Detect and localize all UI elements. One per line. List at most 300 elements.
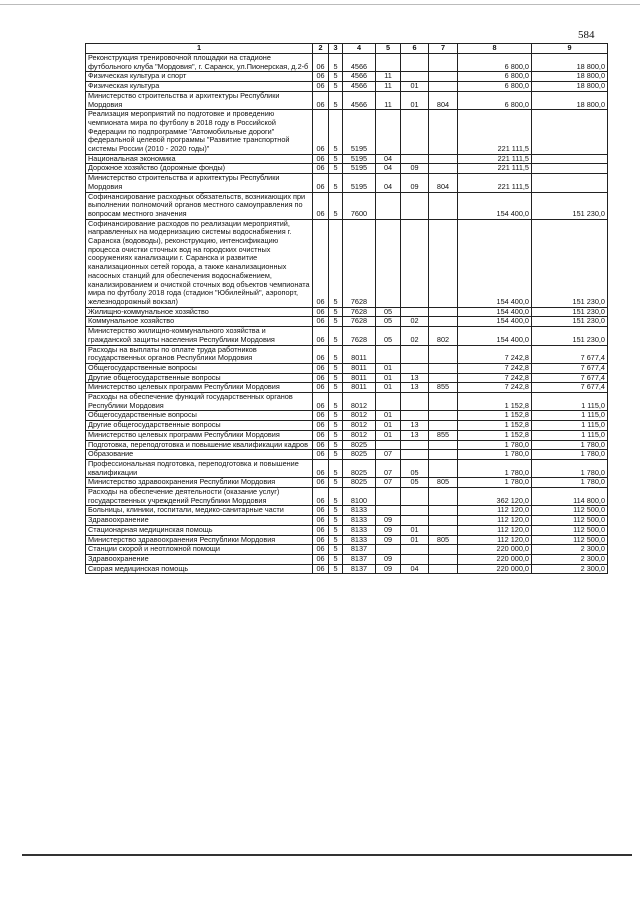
code-section: 09	[376, 564, 401, 574]
code-subsection: 04	[401, 564, 429, 574]
code-section	[376, 506, 401, 516]
code-ministry	[429, 219, 458, 307]
code-subsection: 13	[401, 373, 429, 383]
code-ministry: 805	[429, 478, 458, 488]
code-ministry	[429, 554, 458, 564]
page-number: 584	[578, 29, 595, 41]
code-2: 06	[313, 345, 329, 363]
code-ministry: 855	[429, 383, 458, 393]
code-3: 5	[329, 411, 343, 421]
code-subsection: 01	[401, 535, 429, 545]
code-section	[376, 345, 401, 363]
column-header: 5	[376, 44, 401, 54]
amount-col-8: 1 780,0	[458, 450, 532, 460]
code-3: 5	[329, 363, 343, 373]
code-target: 8012	[343, 411, 376, 421]
column-header: 3	[329, 44, 343, 54]
table-row	[86, 393, 608, 411]
amount-col-8: 1 152,8	[458, 421, 532, 431]
row-description: Расходы на выплаты по оплате труда работников государственных органов Республики Мордовия	[86, 345, 313, 363]
code-ministry: 804	[429, 91, 458, 109]
amount-col-8: 6 800,0	[458, 91, 532, 109]
amount-col-9: 2 300,0	[532, 554, 608, 564]
code-subsection: 02	[401, 327, 429, 345]
amount-col-9: 112 500,0	[532, 535, 608, 545]
code-2: 06	[313, 440, 329, 450]
amount-col-8: 112 120,0	[458, 525, 532, 535]
row-description: Скорая медицинская помощь	[86, 564, 313, 574]
code-subsection	[401, 363, 429, 373]
table-row	[86, 383, 608, 393]
code-section: 09	[376, 554, 401, 564]
code-section	[376, 545, 401, 555]
amount-col-9: 7 677,4	[532, 383, 608, 393]
code-subsection: 05	[401, 459, 429, 477]
row-description: Профессиональная подготовка, переподготовка и повышение квалификации	[86, 459, 313, 477]
code-subsection	[401, 554, 429, 564]
top-rule	[0, 4, 640, 5]
code-target: 8133	[343, 506, 376, 516]
code-3: 5	[329, 219, 343, 307]
column-header: 9	[532, 44, 608, 54]
table-row	[86, 82, 608, 92]
code-2: 06	[313, 174, 329, 192]
code-section: 04	[376, 174, 401, 192]
column-header: 8	[458, 44, 532, 54]
code-section	[376, 488, 401, 506]
table-row	[86, 363, 608, 373]
table-row	[86, 411, 608, 421]
amount-col-9	[532, 110, 608, 155]
code-2: 06	[313, 164, 329, 174]
row-description: Физическая культура	[86, 82, 313, 92]
amount-col-9: 2 300,0	[532, 545, 608, 555]
code-target: 8025	[343, 440, 376, 450]
code-3: 5	[329, 164, 343, 174]
code-subsection: 09	[401, 164, 429, 174]
code-section: 09	[376, 516, 401, 526]
code-ministry	[429, 345, 458, 363]
row-description: Образование	[86, 450, 313, 460]
code-section: 11	[376, 72, 401, 82]
amount-col-8: 362 120,0	[458, 488, 532, 506]
amount-col-8: 112 120,0	[458, 535, 532, 545]
code-ministry	[429, 54, 458, 72]
code-3: 5	[329, 554, 343, 564]
code-target: 7600	[343, 192, 376, 219]
code-subsection	[401, 110, 429, 155]
table-row	[86, 54, 608, 72]
code-section: 05	[376, 317, 401, 327]
code-2: 06	[313, 411, 329, 421]
code-section: 01	[376, 421, 401, 431]
code-target: 8011	[343, 345, 376, 363]
amount-col-9: 18 800,0	[532, 54, 608, 72]
code-3: 5	[329, 327, 343, 345]
code-target: 8025	[343, 459, 376, 477]
code-subsection: 01	[401, 525, 429, 535]
code-2: 06	[313, 373, 329, 383]
code-subsection	[401, 411, 429, 421]
code-subsection	[401, 506, 429, 516]
row-description: Реализация мероприятий по подготовке и проведению чемпионата мира по футболу в 2018 году в Российской Федерации по подпрограмме "Автомобильные дороги" федеральной целевой программы "Развитие транспортной системы России (2010 - 2020 годы)"	[86, 110, 313, 155]
code-target: 5195	[343, 164, 376, 174]
code-target: 4566	[343, 54, 376, 72]
amount-col-9: 7 677,4	[532, 373, 608, 383]
code-ministry	[429, 363, 458, 373]
code-target: 8133	[343, 535, 376, 545]
code-target: 8137	[343, 564, 376, 574]
code-ministry: 804	[429, 174, 458, 192]
amount-col-9: 1 780,0	[532, 440, 608, 450]
amount-col-9: 151 230,0	[532, 307, 608, 317]
row-description: Станции скорой и неотложной помощи	[86, 545, 313, 555]
table-body	[86, 54, 608, 574]
row-description: Коммунальное хозяйство	[86, 317, 313, 327]
code-subsection	[401, 154, 429, 164]
code-target: 4566	[343, 82, 376, 92]
row-description: Министерство здравоохранения Республики Мордовия	[86, 478, 313, 488]
code-2: 06	[313, 91, 329, 109]
code-section: 01	[376, 363, 401, 373]
code-3: 5	[329, 516, 343, 526]
budget-table	[85, 43, 608, 574]
table-row	[86, 564, 608, 574]
code-target: 8012	[343, 430, 376, 440]
code-ministry	[429, 459, 458, 477]
amount-col-9: 7 677,4	[532, 345, 608, 363]
code-target: 8137	[343, 554, 376, 564]
table-row	[86, 164, 608, 174]
code-subsection: 01	[401, 91, 429, 109]
code-ministry	[429, 525, 458, 535]
code-subsection	[401, 345, 429, 363]
code-target: 8012	[343, 393, 376, 411]
row-description: Общегосударственные вопросы	[86, 411, 313, 421]
code-subsection: 01	[401, 82, 429, 92]
table-row	[86, 506, 608, 516]
code-3: 5	[329, 535, 343, 545]
row-description: Софинансирование расходов по реализации мероприятий, направленных на модернизацию системы водоснабжения г. Саранска (водоводы), реконструкцию, интенсификацию процесса очистки сточных вод на городских очистных сооружениях канализации г. Саранска и развитие канализационных сетей города, а также канализационных насосных станций для обеспечения водоснабжением, канализированием и очисткой сточных вод объектов чемпионата мира по футболу 2018 года (стадион "Юбилейный", аэропорт, железнодорожный вокзал)	[86, 219, 313, 307]
code-3: 5	[329, 91, 343, 109]
amount-col-8: 154 400,0	[458, 317, 532, 327]
code-ministry	[429, 82, 458, 92]
column-header: 4	[343, 44, 376, 54]
code-subsection: 13	[401, 383, 429, 393]
code-3: 5	[329, 545, 343, 555]
amount-col-9: 112 500,0	[532, 506, 608, 516]
code-target: 4566	[343, 91, 376, 109]
amount-col-8: 1 780,0	[458, 459, 532, 477]
code-section: 11	[376, 82, 401, 92]
code-2: 06	[313, 545, 329, 555]
code-target: 7628	[343, 327, 376, 345]
code-subsection	[401, 440, 429, 450]
row-description: Физическая культура и спорт	[86, 72, 313, 82]
row-description: Расходы на обеспечение функций государственных органов Республики Мордовия	[86, 393, 313, 411]
table-row	[86, 192, 608, 219]
amount-col-8: 7 242,8	[458, 383, 532, 393]
table-row	[86, 478, 608, 488]
code-ministry	[429, 421, 458, 431]
code-section: 01	[376, 383, 401, 393]
amount-col-8: 221 111,5	[458, 110, 532, 155]
code-section: 05	[376, 307, 401, 317]
amount-col-9: 151 230,0	[532, 317, 608, 327]
table-row	[86, 430, 608, 440]
column-header: 6	[401, 44, 429, 54]
code-section	[376, 110, 401, 155]
code-ministry	[429, 564, 458, 574]
amount-col-9: 18 800,0	[532, 72, 608, 82]
code-section: 01	[376, 430, 401, 440]
code-3: 5	[329, 174, 343, 192]
table-row	[86, 516, 608, 526]
code-2: 06	[313, 82, 329, 92]
table-row	[86, 450, 608, 460]
amount-col-8: 154 400,0	[458, 327, 532, 345]
amount-col-9: 1 115,0	[532, 411, 608, 421]
code-subsection	[401, 393, 429, 411]
table-row	[86, 327, 608, 345]
code-2: 06	[313, 72, 329, 82]
amount-col-8: 220 000,0	[458, 545, 532, 555]
code-target: 8012	[343, 421, 376, 431]
bottom-rule	[22, 854, 632, 856]
amount-col-8: 1 780,0	[458, 440, 532, 450]
code-section: 05	[376, 327, 401, 345]
amount-col-8: 220 000,0	[458, 564, 532, 574]
code-3: 5	[329, 307, 343, 317]
amount-col-8: 7 242,8	[458, 373, 532, 383]
amount-col-8: 112 120,0	[458, 506, 532, 516]
code-subsection	[401, 54, 429, 72]
code-3: 5	[329, 345, 343, 363]
code-target: 7628	[343, 307, 376, 317]
table-row	[86, 307, 608, 317]
code-target: 8025	[343, 450, 376, 460]
code-2: 06	[313, 535, 329, 545]
code-target: 5195	[343, 154, 376, 164]
code-2: 06	[313, 363, 329, 373]
code-3: 5	[329, 421, 343, 431]
code-section	[376, 440, 401, 450]
code-ministry	[429, 192, 458, 219]
code-section	[376, 192, 401, 219]
code-2: 06	[313, 154, 329, 164]
row-description: Здравоохранение	[86, 516, 313, 526]
code-subsection: 09	[401, 174, 429, 192]
code-3: 5	[329, 564, 343, 574]
code-3: 5	[329, 54, 343, 72]
code-3: 5	[329, 110, 343, 155]
code-section	[376, 219, 401, 307]
amount-col-9: 151 230,0	[532, 192, 608, 219]
amount-col-9: 151 230,0	[532, 327, 608, 345]
amount-col-8: 6 800,0	[458, 82, 532, 92]
row-description: Подготовка, переподготовка и повышение квалификации кадров	[86, 440, 313, 450]
row-description: Общегосударственные вопросы	[86, 363, 313, 373]
code-2: 06	[313, 450, 329, 460]
code-ministry	[429, 545, 458, 555]
code-ministry	[429, 411, 458, 421]
table-row	[86, 535, 608, 545]
code-section: 04	[376, 154, 401, 164]
code-subsection: 13	[401, 430, 429, 440]
amount-col-8: 7 242,8	[458, 363, 532, 373]
amount-col-9	[532, 164, 608, 174]
code-target: 5195	[343, 174, 376, 192]
row-description: Дорожное хозяйство (дорожные фонды)	[86, 164, 313, 174]
code-ministry	[429, 373, 458, 383]
code-2: 06	[313, 192, 329, 219]
amount-col-9: 114 800,0	[532, 488, 608, 506]
code-section: 09	[376, 535, 401, 545]
code-section	[376, 393, 401, 411]
amount-col-9: 7 677,4	[532, 363, 608, 373]
code-2: 06	[313, 516, 329, 526]
code-3: 5	[329, 393, 343, 411]
code-ministry	[429, 164, 458, 174]
table-row	[86, 373, 608, 383]
amount-col-8: 154 400,0	[458, 192, 532, 219]
code-section: 07	[376, 478, 401, 488]
table-row	[86, 72, 608, 82]
code-ministry	[429, 516, 458, 526]
code-target: 8133	[343, 516, 376, 526]
code-target: 4566	[343, 72, 376, 82]
code-3: 5	[329, 440, 343, 450]
code-target: 8137	[343, 545, 376, 555]
amount-col-9: 1 115,0	[532, 393, 608, 411]
table-row	[86, 110, 608, 155]
amount-col-8: 221 111,5	[458, 154, 532, 164]
amount-col-9: 1 780,0	[532, 450, 608, 460]
row-description: Министерство целевых программ Республики Мордовия	[86, 430, 313, 440]
code-target: 7628	[343, 219, 376, 307]
code-2: 06	[313, 478, 329, 488]
code-subsection	[401, 219, 429, 307]
code-section: 07	[376, 450, 401, 460]
code-target: 8011	[343, 383, 376, 393]
amount-col-9: 2 300,0	[532, 564, 608, 574]
amount-col-9: 1 115,0	[532, 421, 608, 431]
code-3: 5	[329, 72, 343, 82]
code-section	[376, 54, 401, 72]
amount-col-8: 221 111,5	[458, 174, 532, 192]
code-3: 5	[329, 459, 343, 477]
row-description: Жилищно-коммунальное хозяйство	[86, 307, 313, 317]
code-2: 06	[313, 307, 329, 317]
amount-col-9: 112 500,0	[532, 516, 608, 526]
code-subsection	[401, 516, 429, 526]
table-row	[86, 525, 608, 535]
code-target: 8100	[343, 488, 376, 506]
row-description: Национальная экономика	[86, 154, 313, 164]
code-3: 5	[329, 373, 343, 383]
code-2: 06	[313, 393, 329, 411]
code-3: 5	[329, 317, 343, 327]
code-3: 5	[329, 488, 343, 506]
code-section: 01	[376, 411, 401, 421]
code-target: 5195	[343, 110, 376, 155]
column-header: 2	[313, 44, 329, 54]
code-3: 5	[329, 192, 343, 219]
amount-col-8: 220 000,0	[458, 554, 532, 564]
code-3: 5	[329, 430, 343, 440]
table-row	[86, 219, 608, 307]
code-ministry	[429, 307, 458, 317]
table-row	[86, 91, 608, 109]
row-description: Министерство здравоохранения Республики Мордовия	[86, 535, 313, 545]
table-row	[86, 174, 608, 192]
code-section: 01	[376, 373, 401, 383]
code-3: 5	[329, 478, 343, 488]
code-2: 06	[313, 383, 329, 393]
amount-col-9: 18 800,0	[532, 82, 608, 92]
amount-col-8: 154 400,0	[458, 307, 532, 317]
code-3: 5	[329, 383, 343, 393]
code-ministry	[429, 393, 458, 411]
amount-col-8: 1 152,8	[458, 411, 532, 421]
table-header-row	[86, 44, 608, 54]
row-description: Министерство жилищно-коммунального хозяйства и гражданской защиты населения Республики Мордовия	[86, 327, 313, 345]
code-target: 8011	[343, 363, 376, 373]
code-2: 06	[313, 110, 329, 155]
code-ministry	[429, 110, 458, 155]
code-3: 5	[329, 525, 343, 535]
amount-col-8: 7 242,8	[458, 345, 532, 363]
code-3: 5	[329, 506, 343, 516]
amount-col-9	[532, 174, 608, 192]
code-subsection: 13	[401, 421, 429, 431]
code-section: 04	[376, 164, 401, 174]
amount-col-8: 6 800,0	[458, 72, 532, 82]
row-description: Другие общегосударственные вопросы	[86, 373, 313, 383]
code-section: 11	[376, 91, 401, 109]
code-ministry: 805	[429, 535, 458, 545]
code-2: 06	[313, 554, 329, 564]
code-3: 5	[329, 154, 343, 164]
code-ministry	[429, 154, 458, 164]
row-description: Министерство строительства и архитектуры Республики Мордовия	[86, 174, 313, 192]
row-description: Реконструкция тренировочной площадки на стадионе футбольного клуба "Мордовия", г. Саранск, ул.Пионерская, д.2-б	[86, 54, 313, 72]
amount-col-9: 151 230,0	[532, 219, 608, 307]
code-2: 06	[313, 317, 329, 327]
code-2: 06	[313, 219, 329, 307]
code-2: 06	[313, 488, 329, 506]
amount-col-8: 112 120,0	[458, 516, 532, 526]
code-ministry	[429, 72, 458, 82]
table-row	[86, 154, 608, 164]
amount-col-8: 6 800,0	[458, 54, 532, 72]
code-ministry	[429, 440, 458, 450]
code-3: 5	[329, 450, 343, 460]
table-row	[86, 345, 608, 363]
code-ministry	[429, 488, 458, 506]
amount-col-9: 112 500,0	[532, 525, 608, 535]
code-target: 7628	[343, 317, 376, 327]
code-subsection	[401, 488, 429, 506]
row-description: Больницы, клиники, госпитали, медико-санитарные части	[86, 506, 313, 516]
row-description: Стационарная медицинская помощь	[86, 525, 313, 535]
amount-col-9	[532, 154, 608, 164]
table-row	[86, 459, 608, 477]
row-description: Софинансирование расходных обязательств, возникающих при выполнении полномочий органов местного самоуправления по вопросам местного значения	[86, 192, 313, 219]
code-target: 8011	[343, 373, 376, 383]
code-2: 06	[313, 459, 329, 477]
table-row	[86, 554, 608, 564]
